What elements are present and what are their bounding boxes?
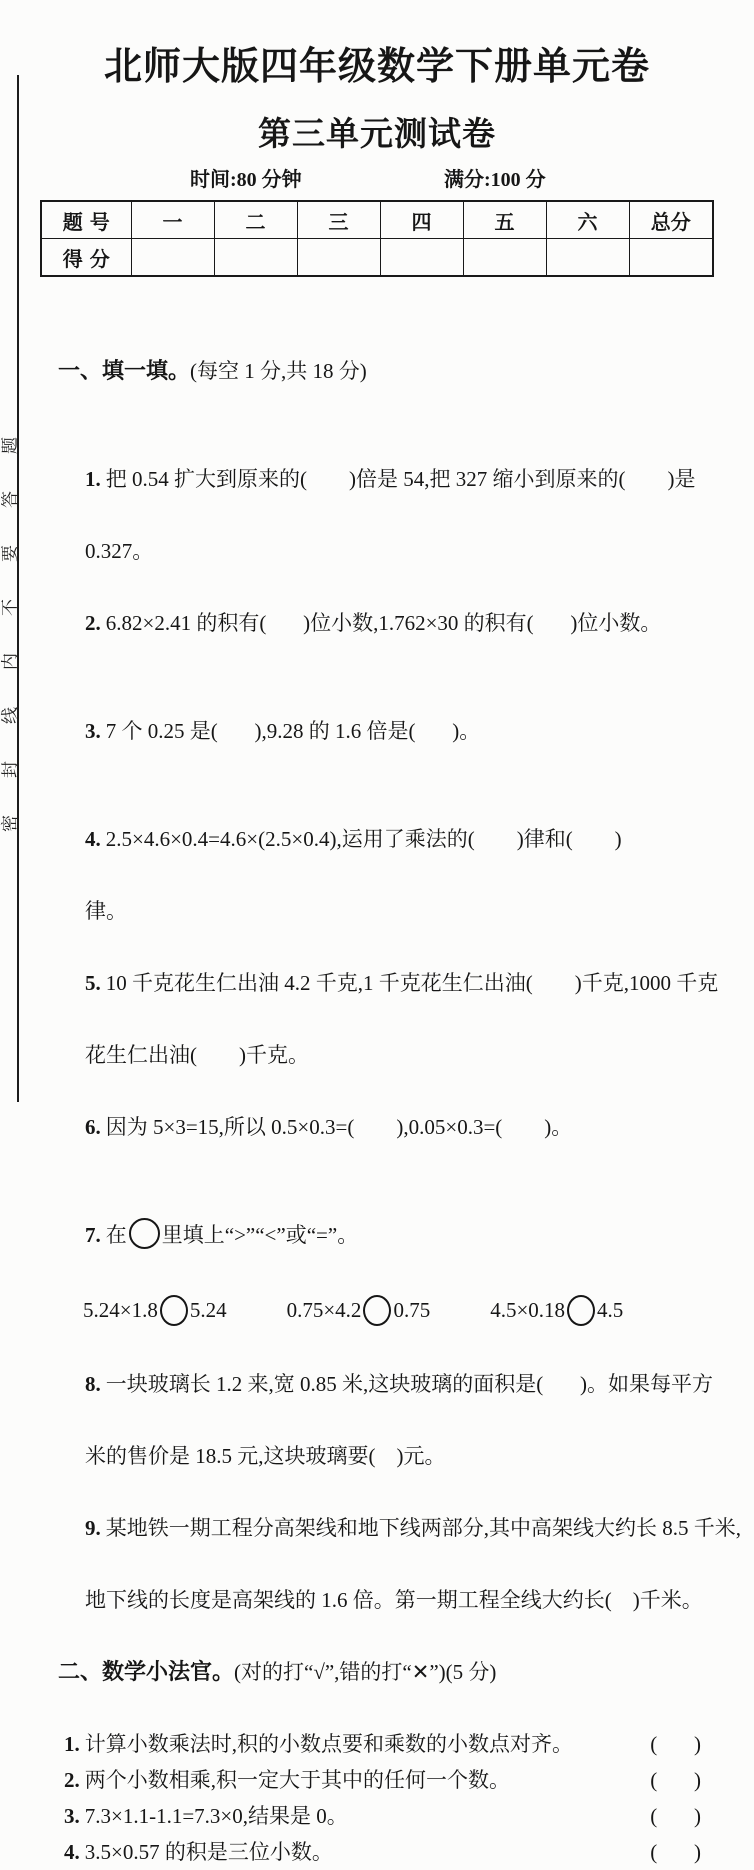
compare-left: 5.24×1.8 [83,1298,158,1322]
answer-bracket: ( ) [650,1768,701,1792]
section-2-title: 二、数学小法官。 [58,1659,235,1684]
question-8-number: 8. [85,1372,101,1396]
section-1-title: 一、填一填。 [58,358,191,383]
score-cell [546,239,629,277]
answer-bracket: ( ) [650,1804,701,1828]
compare-circle-icon [129,1218,160,1249]
compare-circle-icon [160,1295,188,1326]
judge-question-4-text: 3.5×0.57 的积是三位小数。 [84,1840,333,1864]
question-5-number: 5. [85,971,101,995]
section-2-note: (对的打“√”,错的打“✕”)(5 分) [234,1660,497,1684]
question-3-text: 7 个 0.25 是( ),9.28 的 1.6 倍是( )。 [105,719,481,743]
score-table-header-cell: 三 [297,201,380,239]
judge-question-text [64,1798,348,1834]
question-4 [37,785,714,893]
question-1-number: 1. [85,467,101,491]
section-1-note: (每空 1 分,共 18 分) [190,359,367,383]
question-7 [37,1181,714,1289]
time-limit: 时间:80 分钟 [190,169,302,191]
question-6-text: 因为 5×3=15,所以 0.5×0.3=( ),0.05×0.3=( )。 [105,1115,573,1139]
question-5-text: 10 千克花生仁出油 4.2 千克,1 千克花生仁出油( )千克,1000 千克 [105,971,719,995]
compare-circle-icon [567,1295,595,1326]
question-9-text: 某地铁一期工程分高架线和地下线两部分,其中高架线大约长 8.5 千米, [105,1516,741,1540]
question-1-cont: 0.327。 [85,539,154,563]
question-2-text: 6.82×2.41 的积有( )位小数,1.762×30 的积有( )位小数。 [105,611,662,635]
question-1 [37,425,714,533]
score-cell [214,239,297,277]
score-table-header-cell: 一 [131,201,214,239]
question-7-text-post: 里填上“>”“<”或“=”。 [161,1223,359,1247]
score-table-header-cell: 题号 [41,201,131,239]
judge-question-2-text: 两个小数相乘,积一定大于其中的任何一个数。 [84,1768,510,1792]
section-2-heading [37,1618,714,1726]
question-9-cont: 地下线的长度是高架线的 1.6 倍。第一期工程全线大约长( )千米。 [85,1588,703,1612]
score-table-header-cell: 六 [546,201,629,239]
judge-question-text [64,1834,333,1870]
judge-question-3-number: 3. [64,1804,80,1828]
question-3-number: 3. [85,719,101,743]
score-table-header-cell: 二 [214,201,297,239]
compare-right: 5.24 [189,1298,227,1322]
compare-item [287,1295,431,1326]
question-4-text: 2.5×4.6×0.4=4.6×(2.5×0.4),运用了乘法的( )律和( ) [105,827,622,851]
compare-item [83,1295,227,1326]
score-table-header-cell: 总分 [629,201,713,239]
exam-body [37,317,741,1870]
question-3 [37,677,714,785]
section-1-heading [37,317,714,425]
question-4-cont: 律。 [85,899,127,923]
score-table-header-cell: 五 [463,201,546,239]
question-6-number: 6. [85,1115,101,1139]
exam-title: 北师大版四年级数学下册单元卷 [103,46,650,88]
answer-bracket: ( ) [650,1840,701,1864]
score-cell [131,239,214,277]
exam-subtitle: 第三单元测试卷 [258,115,496,152]
judge-question-text [64,1726,573,1762]
score-table-header-row [41,201,713,239]
question-4-number: 4. [85,827,101,851]
judge-question-1-text: 计算小数乘法时,积的小数点要和乘数的小数点对齐。 [84,1732,573,1756]
question-7-compare-row [37,1295,714,1326]
judge-question-3 [37,1798,714,1834]
compare-left: 0.75×4.2 [286,1298,362,1322]
compare-item [490,1295,623,1326]
judge-question-2-number: 2. [64,1768,80,1792]
question-2-number: 2. [85,611,101,635]
seal-text-label: 密封线内不要答题 [0,400,20,832]
question-2 [37,569,714,677]
compare-right: 0.75 [393,1298,431,1322]
score-cell [463,239,546,277]
score-cell [380,239,463,277]
score-cell [297,239,380,277]
score-table-score-row [41,239,713,277]
judge-question-text [64,1762,510,1798]
judge-question-1-number: 1. [64,1732,80,1756]
compare-left: 4.5×0.18 [490,1298,566,1322]
question-6 [37,1073,714,1181]
question-8-text: 一块玻璃长 1.2 来,宽 0.85 米,这块玻璃的面积是( )。如果每平方 [105,1372,713,1396]
score-row-label: 得分 [41,239,131,277]
score-table-header-cell: 四 [380,201,463,239]
full-score: 满分:100 分 [444,169,546,191]
judge-question-4-number: 4. [64,1840,80,1864]
judge-question-3-text: 7.3×1.1-1.1=7.3×0,结果是 0。 [84,1804,348,1828]
judge-question-2 [37,1762,714,1798]
answer-bracket: ( ) [650,1732,701,1756]
score-cell [629,239,713,277]
exam-meta [0,163,754,189]
compare-circle-icon [363,1295,391,1326]
judge-question-4 [37,1834,714,1870]
question-1-text: 把 0.54 扩大到原来的( )倍是 54,把 327 缩小到原来的( )是 [105,467,696,491]
compare-right: 4.5 [597,1298,624,1322]
question-9 [37,1474,741,1582]
question-9-number: 9. [85,1516,101,1540]
question-7-number: 7. [85,1223,101,1247]
question-8-cont: 米的售价是 18.5 元,这块玻璃要( )元。 [85,1444,446,1468]
question-5-cont: 花生仁出油( )千克。 [85,1043,309,1067]
question-8 [37,1330,714,1438]
question-7-text-pre: 在 [105,1223,127,1247]
judge-question-1 [37,1726,714,1762]
score-table [40,200,714,277]
question-5 [37,929,719,1037]
exam-page [0,44,754,1864]
